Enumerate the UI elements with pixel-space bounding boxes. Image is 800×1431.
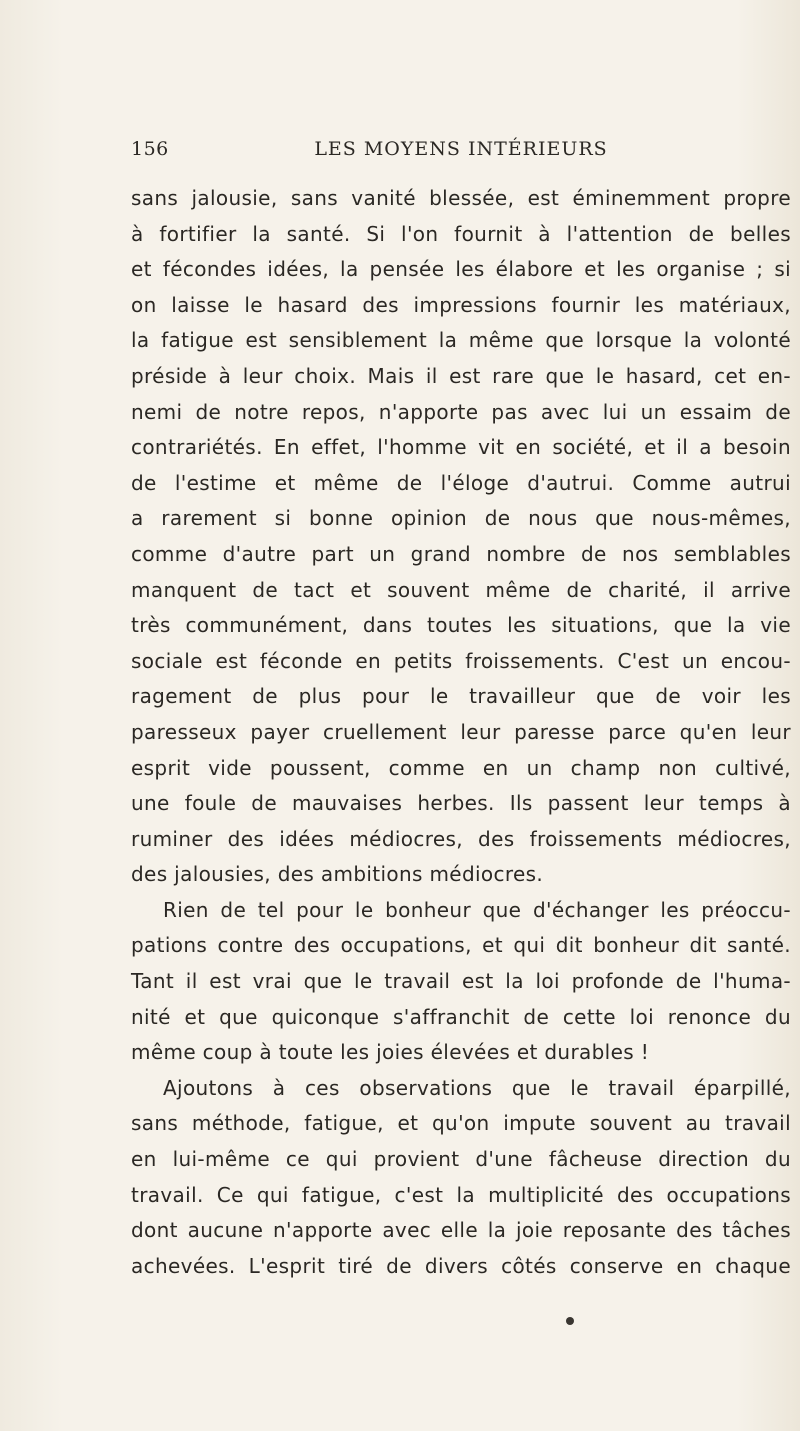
text-line: des jalousies, des ambitions médiocres. <box>131 862 544 887</box>
text-line: Rien de tel pour le bonheur que d'échanger les préoccu- <box>163 897 791 922</box>
text-line: manquent de tact et souvent même de charité, il arrive <box>131 577 791 602</box>
text-line: ruminer des idées médiocres, des froissements médiocres, <box>131 826 791 851</box>
text-line: sans méthode, fatigue, et qu'on impute souvent au travail <box>131 1111 791 1136</box>
text-line: et fécondes idées, la pensée les élabore et les organise ; si <box>131 257 791 282</box>
text-line: comme d'autre part un grand nombre de nos semblables <box>131 541 791 566</box>
page-header <box>131 138 791 168</box>
text-line: ragement de plus pour le travailleur que de voir les <box>131 684 791 709</box>
page-number: 156 <box>131 138 169 160</box>
text-line: une foule de mauvaises herbes. Ils passent leur temps à <box>131 791 791 816</box>
running-head: LES MOYENS INTÉRIEURS <box>314 138 608 160</box>
text-line: esprit vide poussent, comme en un champ non cultivé, <box>131 755 791 780</box>
text-line: en lui-même ce qui provient d'une fâcheuse direction du <box>131 1147 791 1172</box>
text-line: de l'estime et même de l'éloge d'autrui. Comme autrui <box>131 470 791 495</box>
text-line: contrariétés. En effet, l'homme vit en société, et il a besoin <box>131 435 791 460</box>
text-line: nité et que quiconque s'affranchit de cette loi renonce du <box>131 1004 791 1029</box>
text-line: Tant il est vrai que le travail est la loi profonde de l'huma- <box>131 969 791 994</box>
text-line: très communément, dans toutes les situations, que la vie <box>131 613 791 638</box>
text-line: dont aucune n'apporte avec elle la joie reposante des tâches <box>131 1218 791 1243</box>
text-line: on laisse le hasard des impressions fournir les matériaux, <box>131 292 791 317</box>
body-text <box>131 181 791 1284</box>
text-line: Ajoutons à ces observations que le travail éparpillé, <box>163 1075 791 1100</box>
text-line: achevées. L'esprit tiré de divers côtés conserve en chaque <box>131 1253 791 1278</box>
text-line: pations contre des occupations, et qui dit bonheur dit santé. <box>131 933 791 958</box>
text-line: préside à leur choix. Mais il est rare que le hasard, cet en- <box>131 363 791 388</box>
text-line: paresseux payer cruellement leur paresse parce qu'en leur <box>131 719 791 744</box>
text-line: même coup à toute les joies élevées et durables ! <box>131 1040 650 1065</box>
text-line: nemi de notre repos, n'apporte pas avec lui un essaim de <box>131 399 791 424</box>
ink-dot <box>566 1317 574 1325</box>
text-line: la fatigue est sensiblement la même que lorsque la volonté <box>131 328 791 353</box>
text-line: travail. Ce qui fatigue, c'est la multiplicité des occupations <box>131 1182 791 1207</box>
text-line: sans jalousie, sans vanité blessée, est éminemment propre <box>131 186 791 210</box>
text-line: a rarement si bonne opinion de nous que nous-mêmes, <box>131 506 791 531</box>
text-line: sociale est féconde en petits froissements. C'est un encou- <box>131 648 791 673</box>
text-line: à fortifier la santé. Si l'on fournit à l'attention de belles <box>131 221 791 246</box>
